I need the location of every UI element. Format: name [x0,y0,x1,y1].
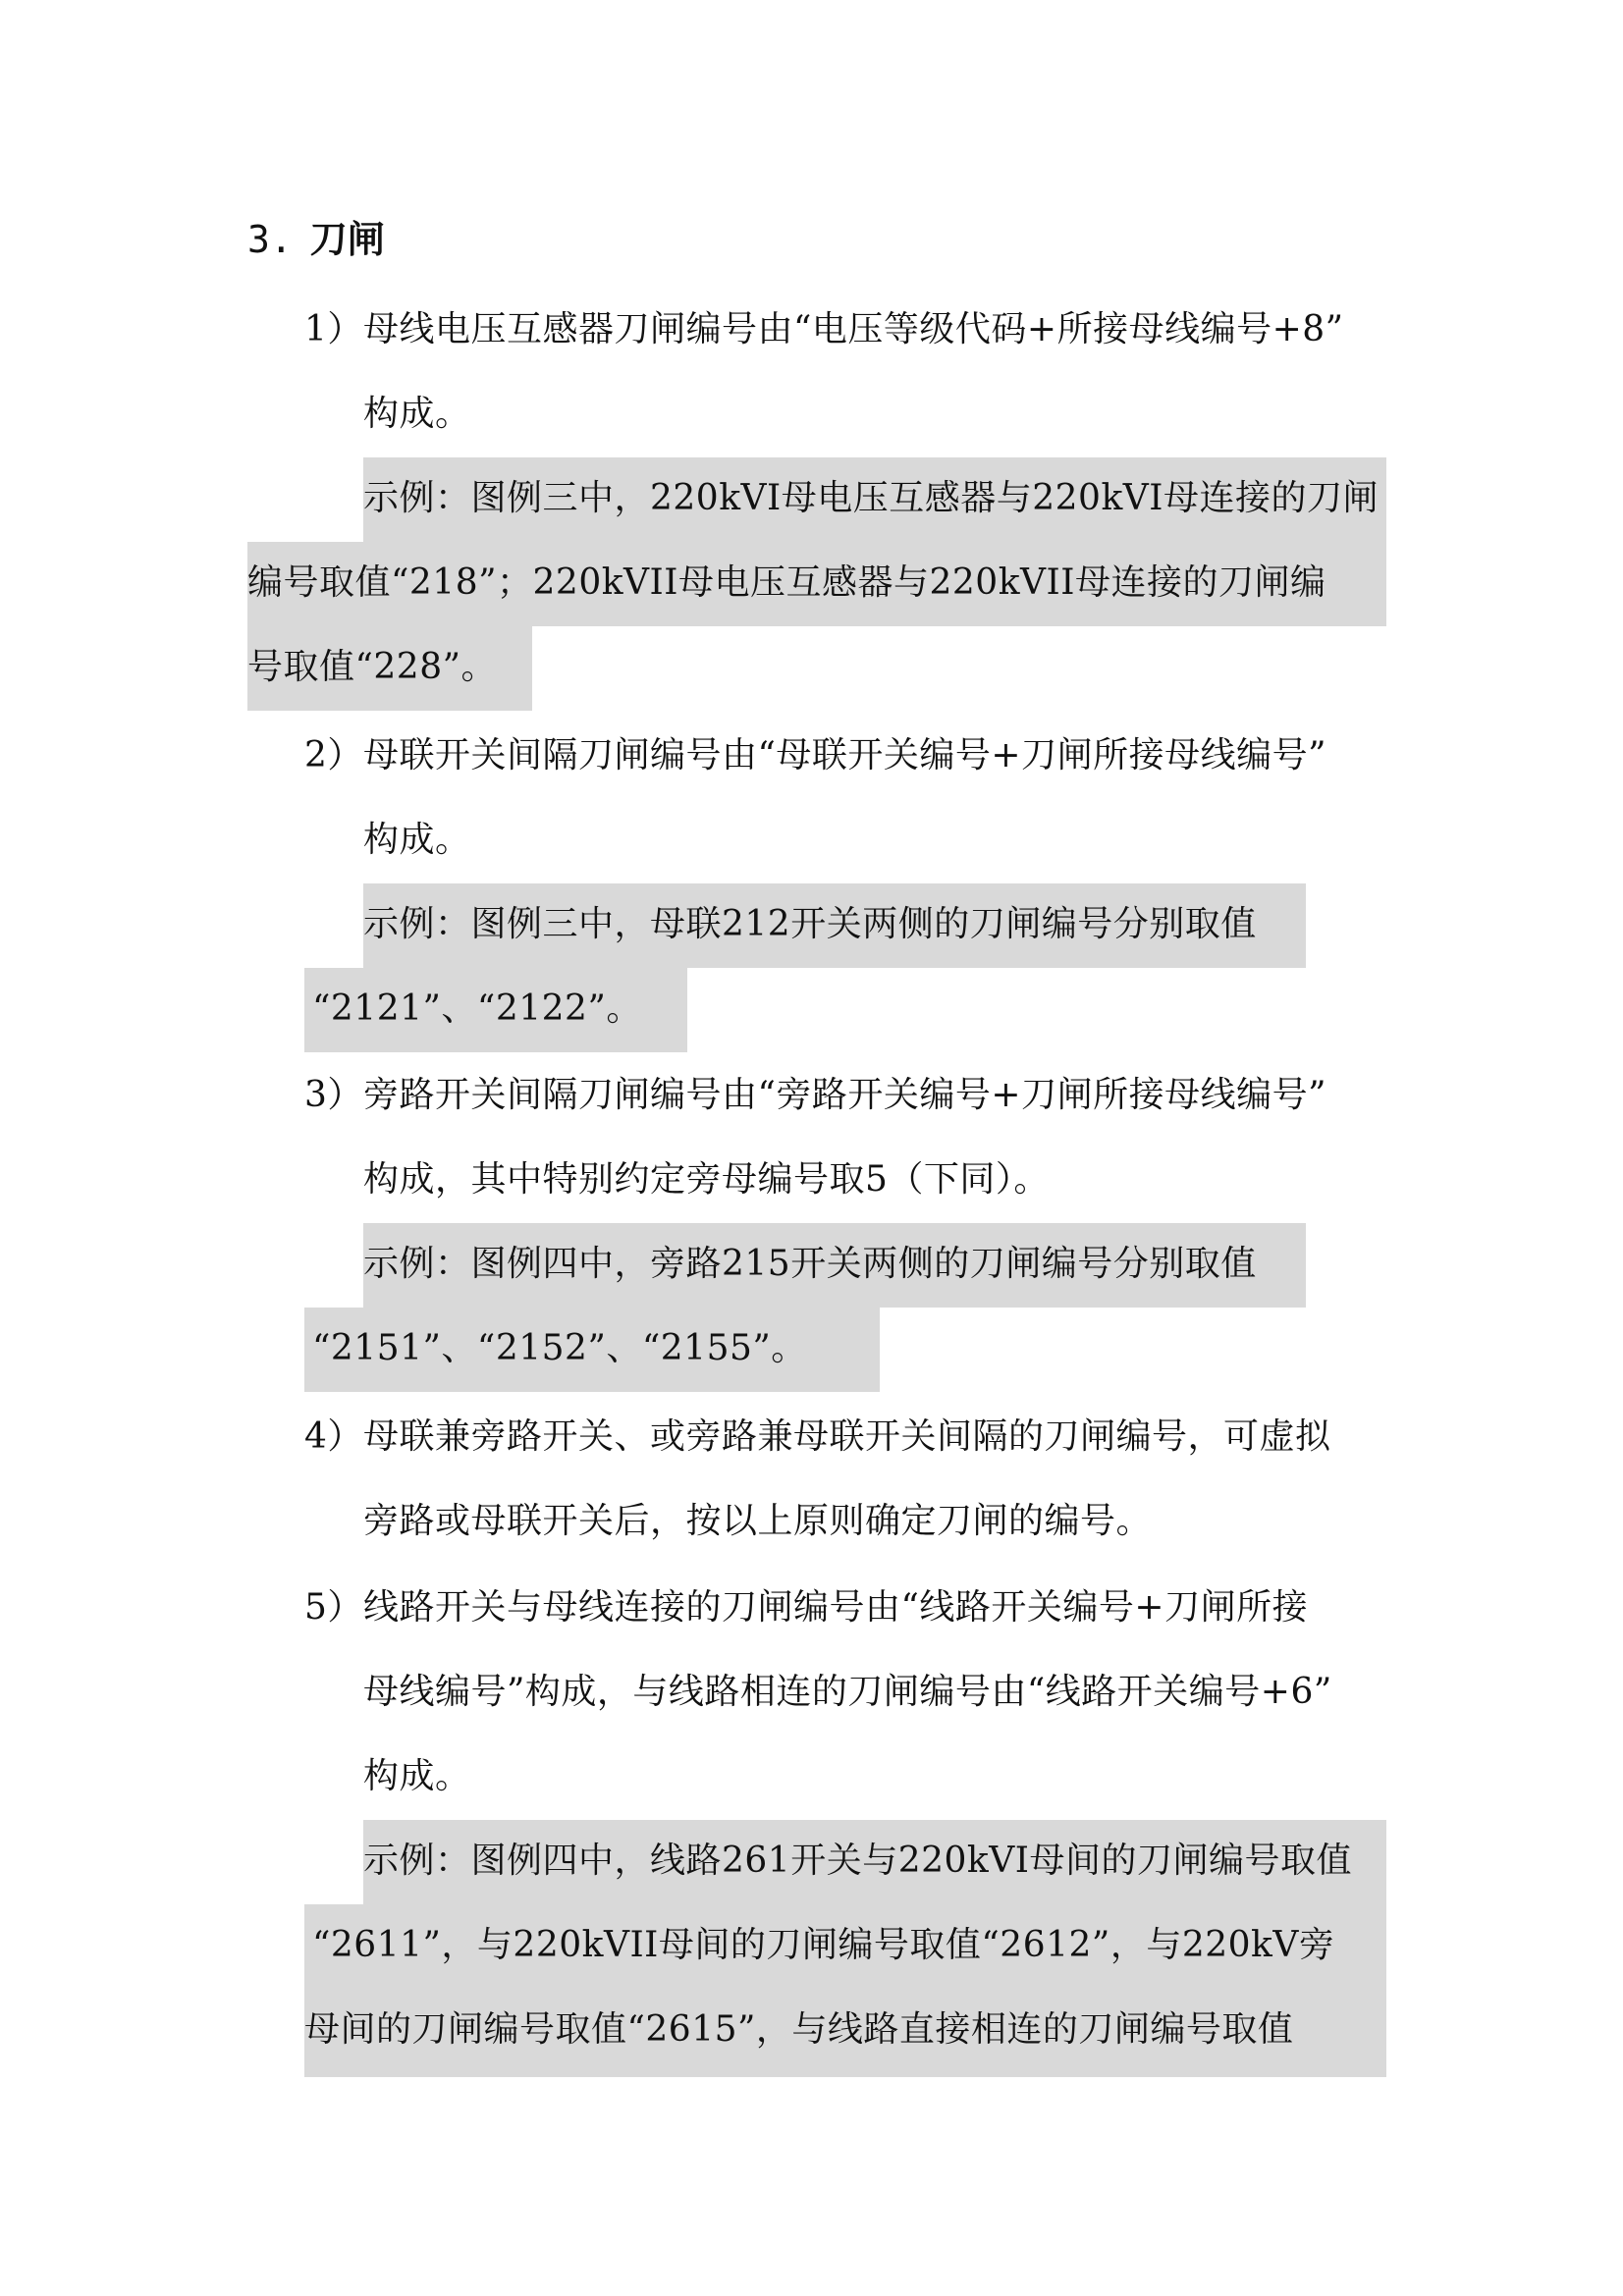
example-line: “2611”，与220kVII母间的刀闸编号取值“2612”，与220kV旁 [312,1925,1335,1965]
list-marker: 5） [304,1587,363,1628]
paragraph-line: 构成。 [363,820,471,860]
section-title: 刀闸 [309,218,385,261]
paragraph-line: 旁路开关间隔刀闸编号由“旁路开关编号+刀闸所接母线编号” [363,1075,1326,1115]
paragraph-line: 构成。 [363,1756,471,1796]
list-marker: 4） [304,1416,363,1457]
paragraph-line: 母线电压互感器刀闸编号由“电压等级代码+所接母线编号+8” [363,309,1344,349]
example-line: 示例：图例四中，线路261开关与220kVI母间的刀闸编号取值 [363,1841,1352,1881]
example-line: 母间的刀闸编号取值“2615”，与线路直接相连的刀闸编号取值 [304,2009,1294,2050]
list-marker: 1） [304,309,363,349]
paragraph-line: 母联兼旁路开关、或旁路兼母联开关间隔的刀闸编号，可虚拟 [363,1416,1331,1457]
example-line: “2121”、“2122”。 [312,988,642,1029]
example-line: 示例：图例四中，旁路215开关两侧的刀闸编号分别取值 [363,1244,1257,1284]
list-marker: 3） [304,1075,363,1115]
paragraph-line: 母线编号”构成，与线路相连的刀闸编号由“线路开关编号+6” [363,1672,1332,1712]
list-marker: 2） [304,735,363,775]
section-heading [247,214,385,265]
paragraph-line: 旁路或母联开关后，按以上原则确定刀闸的编号。 [363,1501,1153,1541]
example-line: 号取值“228”。 [247,647,498,687]
paragraph-line: 构成。 [363,394,471,434]
example-line: “2151”、“2152”、“2155”。 [312,1328,807,1368]
paragraph-line: 母联开关间隔刀闸编号由“母联开关编号+刀闸所接母线编号” [363,735,1326,775]
example-line: 示例：图例三中，220kVI母电压互感器与220kVI母连接的刀闸 [363,478,1379,518]
example-line: 编号取值“218”；220kVII母电压互感器与220kVII母连接的刀闸编 [247,562,1326,603]
example-line: 示例：图例三中，母联212开关两侧的刀闸编号分别取值 [363,904,1257,944]
section-number: 3. [247,218,293,261]
paragraph-line: 线路开关与母线连接的刀闸编号由“线路开关编号+刀闸所接 [363,1587,1309,1628]
paragraph-line: 构成，其中特别约定旁母编号取5（下同）。 [363,1159,1050,1200]
